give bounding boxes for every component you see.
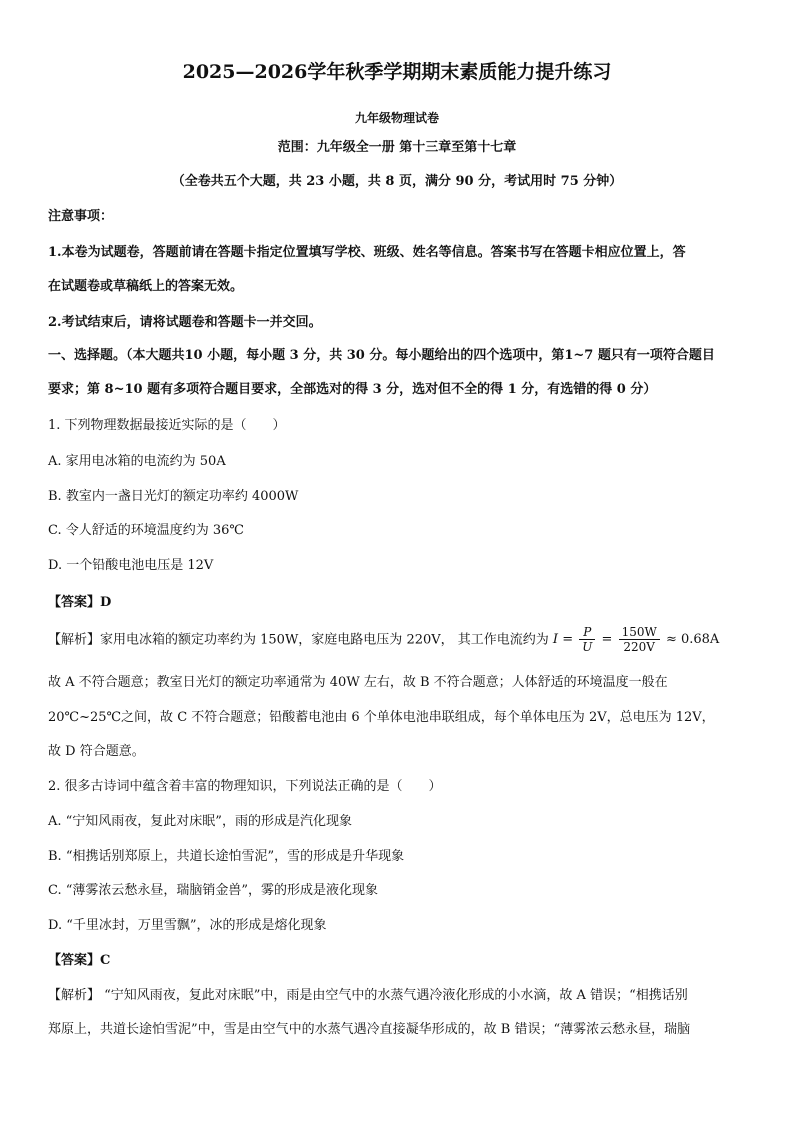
exam-info: （全卷共五个大题，共 23 小题，共 8 页，满分 90 分，考试用时 75 分钟） <box>171 174 623 189</box>
notice-item-2: 2.考试结束后，请将试题卷和答题卡一并交回。 <box>48 315 322 330</box>
section-1-heading-line-2: 要求；第 8~10 题有多项符合题目要求，全部选对的得 3 分，选对但不全的得 1 分，有选错的得 0 分） <box>48 382 657 397</box>
question-1-answer: 【答案】D <box>48 595 112 610</box>
formula-numerator-150w: 150W <box>619 625 660 640</box>
question-2-stem: 2. 很多古诗词中蕴含着丰富的物理知识，下列说法正确的是（ ） <box>48 779 442 794</box>
question-2-option-c: C. “薄雾浓云愁永昼，瑞脑销金兽”，雾的形成是液化现象 <box>48 883 379 898</box>
current-formula <box>553 622 719 658</box>
formula-result: ≈ 0.68A <box>665 632 720 647</box>
formula-fraction-values <box>619 625 660 654</box>
question-2-analysis-line-1: 【解析】 “宁知风雨夜，复此对床眠”中，雨是由空气中的水蒸气遇冷液化形成的小水滴，故 A 错误；“相携话别 <box>48 988 688 1003</box>
question-1-option-b: B. 教室内一盏日光灯的额定功率约 4000W <box>48 489 299 504</box>
formula-lhs: I <box>552 632 559 647</box>
exam-title: 2025—2026学年秋季学期期末素质能力提升练习 <box>182 61 612 83</box>
exam-subtitle: 九年级物理试卷 <box>354 111 439 125</box>
formula-fraction-pu <box>579 625 595 654</box>
notice-item-1-line-1: 1.本卷为试题卷，答题前请在答题卡指定位置填写学校、班级、姓名等信息。答案书写在答题卡相应位置上，答 <box>48 245 686 260</box>
formula-eq-2: = <box>601 632 613 647</box>
question-1-analysis-line-4: 故 D 符合题意。 <box>48 744 145 759</box>
question-2-option-d: D. “千里冰封，万里雪飘”，冰的形成是熔化现象 <box>48 918 327 933</box>
question-1-analysis-line-3: 20℃~25℃之间，故 C 不符合题意；铅酸蓄电池由 6 个单体电池串联组成，每个单体电压为 2V，总电压为 12V， <box>48 710 715 725</box>
question-1-option-d: D. 一个铅酸电池电压是 12V <box>48 558 214 573</box>
formula-eq-1: = <box>562 632 574 647</box>
question-2-option-a: A. “宁知风雨夜，复此对床眠”，雨的形成是汽化现象 <box>48 814 352 829</box>
exam-scope: 范围：九年级全一册 第十三章至第十七章 <box>277 140 517 155</box>
question-1-analysis-line-2: 故 A 不符合题意；教室日光灯的额定功率通常为 40W 左右，故 B 不符合题意；人体舒适的环境温度一般在 <box>48 675 668 690</box>
analysis-text: 【解析】家用电冰箱的额定功率约为 150W，家庭电路电压为 220V， 其工作电流约为 <box>48 632 549 648</box>
section-1-heading-line-1: 一、选择题。（本大题共10 小题，每小题 3 分，共 30 分。每小题给出的四个选项中，第1~7 题只有一项符合题目 <box>48 348 715 363</box>
question-2-analysis-line-2: 郑原上，共道长途怕雪泥”中，雪是由空气中的水蒸气遇冷直接凝华形成的，故 B 错误；“薄雾浓云愁永昼，瑞脑 <box>48 1022 691 1037</box>
question-1-analysis-line-1 <box>48 622 719 658</box>
question-1-option-c: C. 令人舒适的环境温度约为 36℃ <box>48 523 244 538</box>
notice-item-1-line-2: 在试题卷或草稿纸上的答案无效。 <box>48 279 244 294</box>
formula-denominator-220v: 220V <box>623 640 655 654</box>
notice-heading: 注意事项： <box>48 209 114 224</box>
formula-numerator-p: P <box>579 625 595 640</box>
formula-denominator-u: U <box>582 640 593 654</box>
question-2-option-b: B. “相携话别郑原上，共道长途怕雪泥”，雪的形成是升华现象 <box>48 849 405 864</box>
question-1-stem: 1. 下列物理数据最接近实际的是（ ） <box>48 418 286 433</box>
question-1-option-a: A. 家用电冰箱的电流约为 50A <box>48 454 226 469</box>
question-2-answer: 【答案】C <box>48 953 111 968</box>
